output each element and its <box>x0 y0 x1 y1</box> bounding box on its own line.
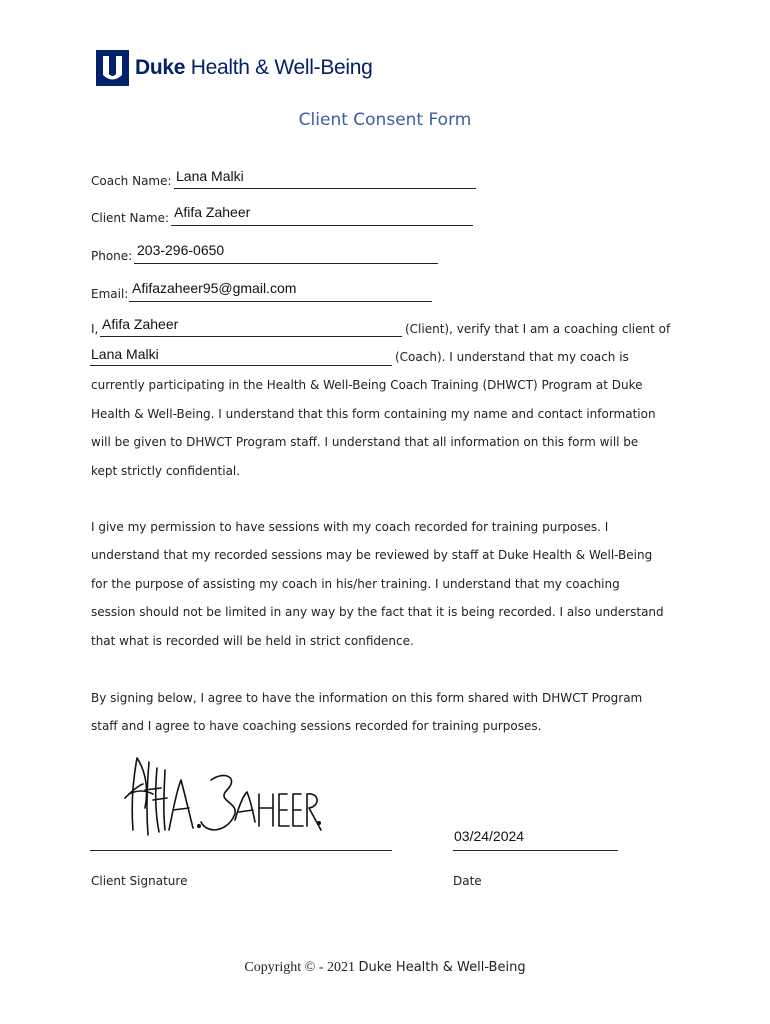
date-value: 03/24/2024 <box>454 828 525 844</box>
phone-value: 203-296-0650 <box>137 242 225 258</box>
signature-label: Client Signature <box>91 874 188 888</box>
handwritten-signature <box>115 750 330 845</box>
signature-line[interactable] <box>90 850 392 851</box>
statement-line5: will be given to DHWCT Program staff. I understand that all information on this form will be <box>91 435 639 449</box>
agreement-line1: By signing below, I agree to have the information on this form shared with DHWCT Program <box>91 691 643 705</box>
coach-name-label: Coach Name: <box>91 174 172 188</box>
statement-prefix: I, <box>91 322 99 336</box>
page-title: Client Consent Form <box>298 110 472 130</box>
email-value: Afifazaheer95@gmail.com <box>132 280 297 296</box>
permission-line5: that what is recorded will be held in strict confidence. <box>91 634 414 648</box>
statement-coach-value: Lana Malki <box>91 346 159 362</box>
coach-name-value: Lana Malki <box>176 168 244 184</box>
statement-line4: Health & Well-Being. I understand that this form containing my name and contact information <box>91 407 656 421</box>
date-line[interactable] <box>453 850 618 851</box>
statement-line1-suffix: (Client), verify that I am a coaching client of <box>405 322 671 336</box>
duke-logo <box>96 50 373 86</box>
logo-wordmark: Duke Health & Well-Being <box>135 56 373 79</box>
permission-line2: understand that my recorded sessions may be reviewed by staff at Duke Health & Well-Being <box>91 548 653 562</box>
statement-client-value: Afifa Zaheer <box>102 316 179 332</box>
email-label: Email: <box>91 287 129 301</box>
duke-shield-icon <box>96 50 129 86</box>
client-name-label: Client Name: <box>91 211 169 225</box>
statement-line2-suffix: (Coach). I understand that my coach is <box>395 350 629 364</box>
permission-line4: session should not be limited in any way by the fact that it is being recorded. I also understand <box>91 605 664 619</box>
statement-line3: currently participating in the Health & Well-Being Coach Training (DHWCT) Program at Duke <box>91 378 643 392</box>
permission-line3: for the purpose of assisting my coach in his/her training. I understand that my coaching <box>91 577 620 591</box>
agreement-line2: staff and I agree to have coaching sessions recorded for training purposes. <box>91 719 542 733</box>
date-label: Date <box>453 874 482 888</box>
permission-line1: I give my permission to have sessions with my coach recorded for training purposes. I <box>91 520 609 534</box>
phone-label: Phone: <box>91 249 133 263</box>
client-name-value: Afifa Zaheer <box>174 204 251 220</box>
footer-copyright: Copyright © - 2021 Duke Health & Well-Being <box>244 960 526 975</box>
statement-line6: kept strictly confidential. <box>91 464 241 478</box>
